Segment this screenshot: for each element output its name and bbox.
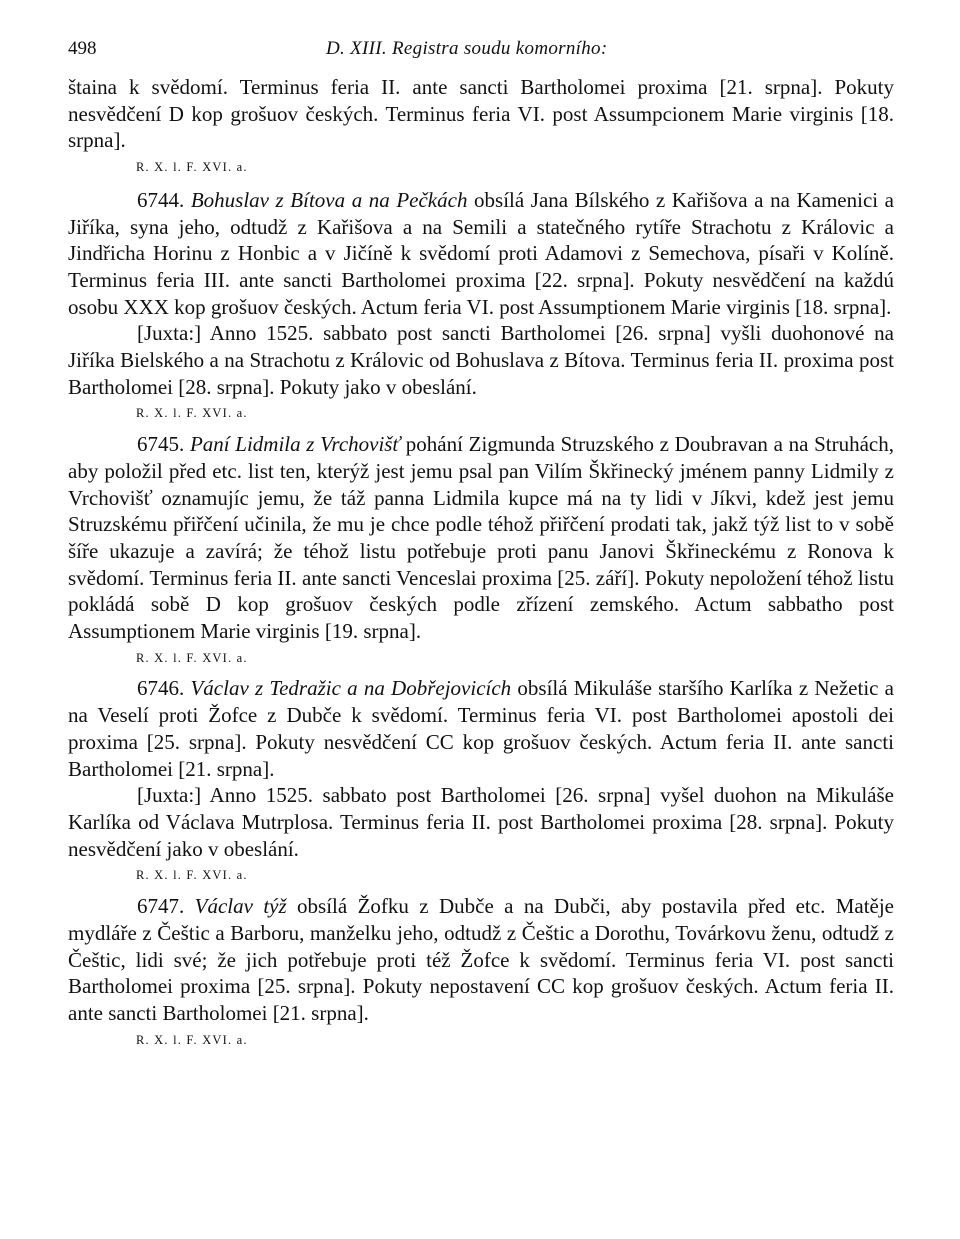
entry-6746-paragraph bbox=[68, 675, 894, 782]
page-header bbox=[68, 38, 894, 74]
entry-number: 6747. bbox=[137, 894, 185, 919]
entry-6747-paragraph bbox=[68, 893, 894, 1027]
entry-text: obsílá Žofku z Dubče a na Dubči, aby postavila před etc. Matěje mydláře z Češtic a Barboru, manželku jeho, odtudž z Češtic a Dorothu, Továrkovu ženu, odtudž z Češtic, lidi své; že jich potřebuje proti též Žofce k svědomí. Terminus feria VI. post sancti Bartholomei proxima [25. srpna]. Pokuty nepostavení CC kop grošuov českých. Actum feria II. ante sancti Bartholomei [21. srpna]. bbox=[68, 894, 895, 1025]
entry-6746-juxta: [Juxta:] Anno 1525. sabbato post Bartholomei [26. srpna] vyšel duohon na Mikuláše Karlíka od Václava Mutrplosa. Terminus feria II. post Bartholomei proxima [28. srpna]. Pokuty nesvědčení jako v obeslání. bbox=[68, 783, 894, 861]
entry-number: 6746. bbox=[137, 676, 185, 701]
archive-reference: R. X. l. F. XVI. a. bbox=[136, 868, 248, 883]
entry-party-name: Václav týž bbox=[194, 894, 287, 919]
document-page bbox=[68, 38, 894, 1057]
entry-text: obsílá Mikuláše staršího Karlíka z Nežetic a na Veselí proti Žofce z Dubče k svědomí. Terminus feria VI. post Bartholomei apostoli dei proxima [25. srpna]. Pokuty nesvědčení CC kop grošuov českých. Actum feria II. ante sancti Bartholomei [21. srpna]. bbox=[68, 676, 895, 781]
intro-paragraph: štaina k svědomí. Terminus feria II. ante sancti Bartholomei proxima [21. srpna]. Pokuty nesvědčení D kop grošuov českých. Terminus feria VI. post Assumpcionem Marie virginis [18. srpna]. bbox=[68, 75, 894, 153]
entry-text: obsílá Jana Bílského z Kařišova a na Kamenici a Jiříka, syna jeho, odtudž z Kařišova a na Semili a statečného rytíře Strachotu z Královic a Jindřicha Horinu z Honbic a v Jičíně k svědomí proti Adamovi z Semechova, písaři v Kolíně. Terminus feria III. ante sancti Bartholomei proxima [22. srpna]. Pokuty nesvědčení na každú osobu XXX kop grošuov českých. Actum feria VI. post Assumptionem Marie virginis [18. srpna]. bbox=[68, 187, 895, 319]
entry-6745-paragraph bbox=[68, 431, 894, 645]
entry-text: pohání Zigmunda Struzského z Doubravan a na Struhách, aby položil před etc. list ten, kterýž jest jemu psal pan Vilím Škřinecký jménem panny Lidmily z Vrchovišť oznamujíc jemu, že táž panna Lidmila kupce má na ty lidi v Jíkvi, kdež jest jemu Struzskému přiřčení učinila, že mu je chce podle téhož přiřčení prodati tak, jakž týž list to v sobě šíře ukazuje a zavírá; že téhož listu potřebuje proti panu Janovi Škřineckému z Ronova k svědomí. Terminus feria II. ante sancti Venceslai proxima [25. září]. Pokuty nepoložení téhož listu pokládá sobě D kop grošuov českých podle zřízení zemského. Actum sabbatho post Assumptionem Marie virginis [19. srpna]. bbox=[68, 432, 894, 644]
archive-reference: R. X. l. F. XVI. a. bbox=[136, 406, 248, 421]
page-number: 498 bbox=[68, 38, 97, 59]
entry-party-name: Bohuslav z Bítova a na Pečkách bbox=[190, 187, 468, 212]
entry-6744-paragraph bbox=[68, 187, 894, 321]
entry-6744-juxta: [Juxta:] Anno 1525. sabbato post sancti Bartholomei [26. srpna] vyšli duohonové na Jiříka Bielského a na Strachotu z Královic od Bohuslava z Bítova. Terminus feria II. proxima post Bartholomei [28. srpna]. Pokuty jako v obeslání. bbox=[68, 321, 894, 399]
entry-party-name: Paní Lidmila z Vrchovišť bbox=[189, 432, 401, 457]
archive-reference: R. X. l. F. XVI. a. bbox=[136, 650, 248, 665]
entry-party-name: Václav z Tedražic a na Dobřejovicích bbox=[190, 676, 512, 701]
running-title: D. XIII. Registra soudu komorního: bbox=[326, 38, 608, 59]
entry-number: 6745. bbox=[137, 432, 185, 457]
document-body bbox=[68, 74, 894, 1053]
entry-number: 6744. bbox=[137, 187, 185, 212]
archive-reference: R. X. l. F. XVI. a. bbox=[136, 1032, 248, 1047]
archive-reference: R. X. l. F. XVI. a. bbox=[136, 160, 248, 175]
